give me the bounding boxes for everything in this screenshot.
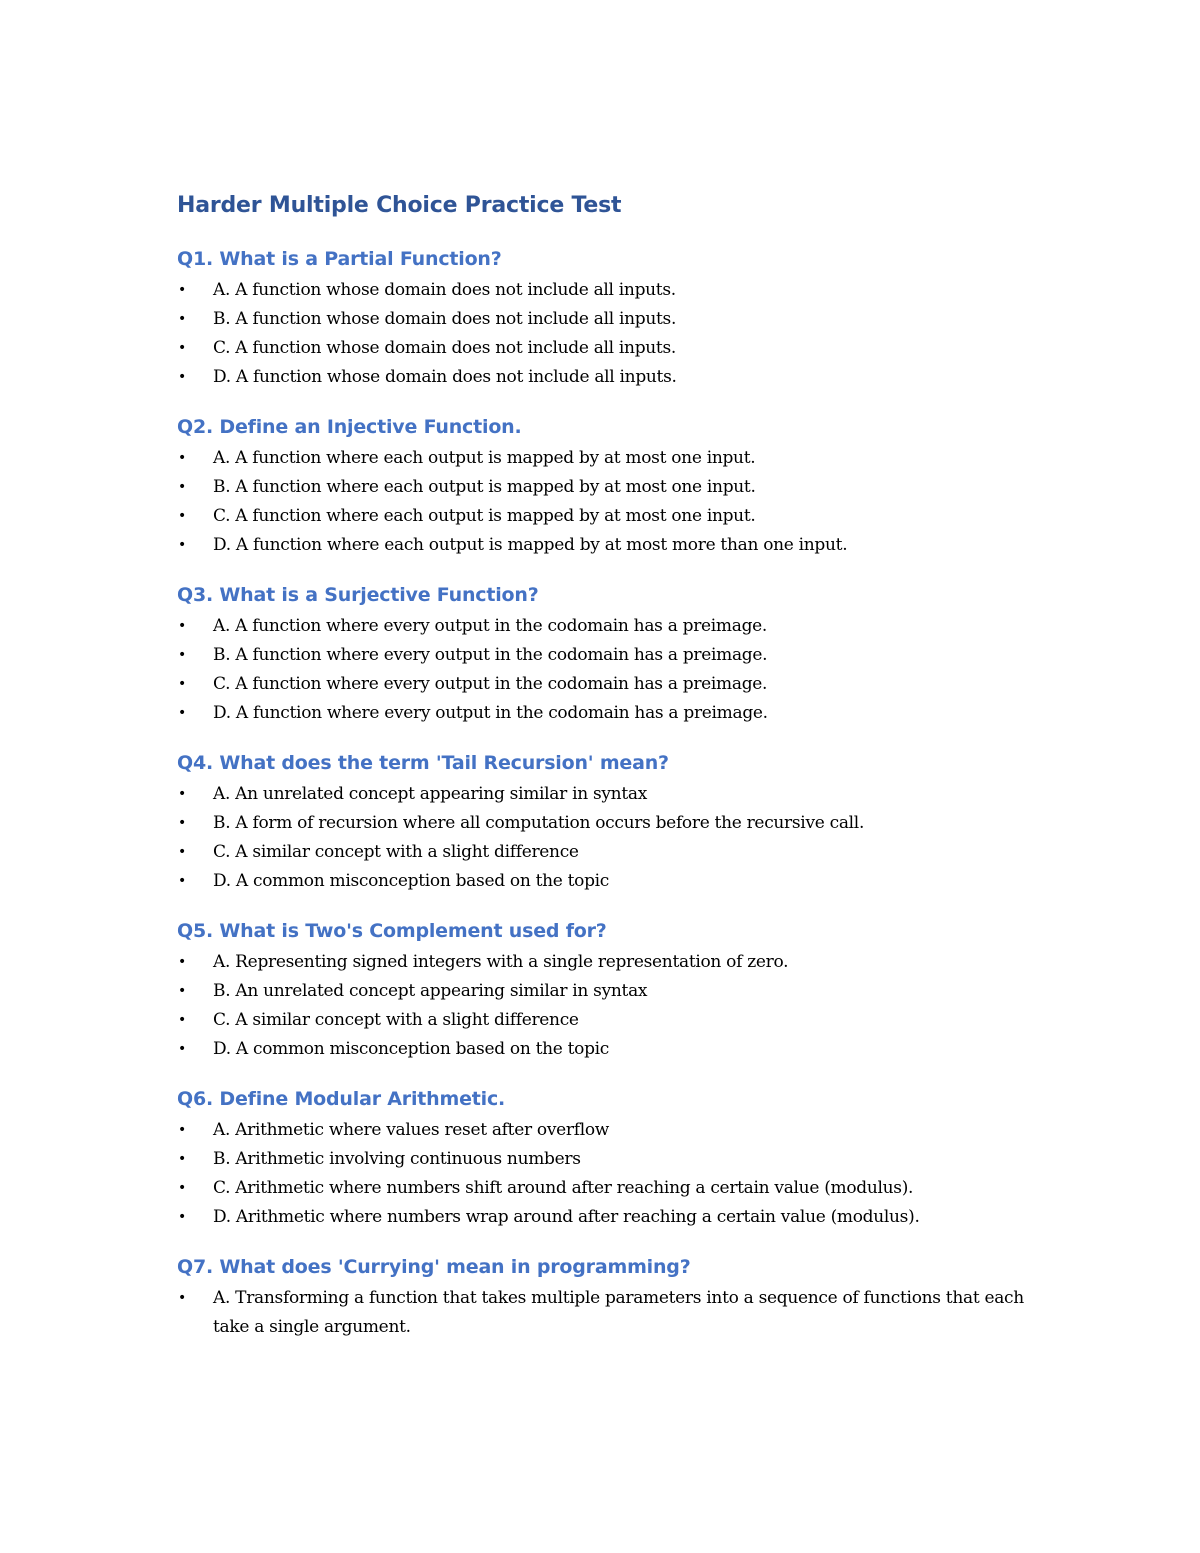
answer-option-text: A. Representing signed integers with a single representation of zero. bbox=[213, 952, 789, 972]
bullet-icon: • bbox=[178, 676, 186, 692]
question-heading: Q7. What does 'Currying' mean in programming? bbox=[177, 1256, 691, 1278]
answer-option-text: C. A similar concept with a slight difference bbox=[213, 842, 579, 862]
answer-option-text: A. A function whose domain does not include all inputs. bbox=[213, 280, 676, 300]
bullet-icon: • bbox=[178, 369, 186, 385]
question-heading: Q3. What is a Surjective Function? bbox=[177, 584, 539, 606]
bullet-icon: • bbox=[178, 786, 186, 802]
answer-option bbox=[177, 809, 1027, 838]
answer-option bbox=[177, 502, 1027, 531]
answer-option bbox=[177, 473, 1027, 502]
question-block bbox=[177, 746, 1027, 896]
answer-option bbox=[177, 699, 1027, 728]
bullet-icon: • bbox=[178, 1012, 186, 1028]
bullet-icon: • bbox=[178, 815, 186, 831]
question-heading: Q2. Define an Injective Function. bbox=[177, 416, 522, 438]
question-heading: Q1. What is a Partial Function? bbox=[177, 248, 502, 270]
question-heading: Q4. What does the term 'Tail Recursion' mean? bbox=[177, 752, 669, 774]
answer-option-text: C. A similar concept with a slight difference bbox=[213, 1010, 579, 1030]
bullet-icon: • bbox=[178, 1122, 186, 1138]
bullet-icon: • bbox=[178, 618, 186, 634]
bullet-icon: • bbox=[178, 1290, 186, 1306]
answer-option bbox=[177, 641, 1027, 670]
bullet-icon: • bbox=[178, 1180, 186, 1196]
answer-option bbox=[177, 670, 1027, 699]
answer-options bbox=[177, 780, 1027, 896]
bullet-icon: • bbox=[178, 1151, 186, 1167]
answer-option-text: A. A function where every output in the codomain has a preimage. bbox=[213, 616, 768, 636]
answer-option bbox=[177, 612, 1027, 641]
bullet-icon: • bbox=[178, 954, 186, 970]
answer-options bbox=[177, 612, 1027, 728]
bullet-icon: • bbox=[178, 873, 186, 889]
bullet-icon: • bbox=[178, 647, 186, 663]
answer-option-text: D. A common misconception based on the topic bbox=[213, 1039, 610, 1059]
answer-option bbox=[177, 1116, 1027, 1145]
answer-option-text: B. An unrelated concept appearing similar in syntax bbox=[213, 981, 648, 1001]
question-block bbox=[177, 410, 1027, 560]
answer-option-text: D. Arithmetic where numbers wrap around after reaching a certain value (modulus). bbox=[213, 1207, 920, 1227]
answer-option bbox=[177, 531, 1027, 560]
bullet-icon: • bbox=[178, 450, 186, 466]
answer-option bbox=[177, 444, 1027, 473]
bullet-icon: • bbox=[178, 479, 186, 495]
answer-option-text: B. A form of recursion where all computation occurs before the recursive call. bbox=[213, 813, 865, 833]
question-heading: Q6. Define Modular Arithmetic. bbox=[177, 1088, 506, 1110]
answer-option bbox=[177, 838, 1027, 867]
answer-option-text: C. Arithmetic where numbers shift around after reaching a certain value (modulus). bbox=[213, 1178, 914, 1198]
answer-options bbox=[177, 444, 1027, 560]
answer-option-text: A. An unrelated concept appearing similar in syntax bbox=[213, 784, 647, 804]
answer-options bbox=[177, 1116, 1027, 1232]
bullet-icon: • bbox=[178, 844, 186, 860]
answer-option bbox=[177, 1006, 1027, 1035]
answer-option-text: B. Arithmetic involving continuous numbers bbox=[213, 1149, 581, 1169]
answer-option bbox=[177, 1145, 1027, 1174]
answer-option-text: A. Arithmetic where values reset after overflow bbox=[213, 1120, 610, 1140]
bullet-icon: • bbox=[178, 282, 186, 298]
answer-option bbox=[177, 305, 1027, 334]
answer-option-text: A. Transforming a function that takes multiple parameters into a sequence of functions that each take a single argument. bbox=[213, 1288, 1024, 1337]
answer-option-text: C. A function where every output in the codomain has a preimage. bbox=[213, 674, 768, 694]
document-content bbox=[177, 188, 1027, 1342]
answer-option bbox=[177, 334, 1027, 363]
answer-option-text: C. A function whose domain does not include all inputs. bbox=[213, 338, 676, 358]
bullet-icon: • bbox=[178, 508, 186, 524]
answer-option bbox=[177, 1284, 1027, 1342]
question-block bbox=[177, 914, 1027, 1064]
answer-option bbox=[177, 948, 1027, 977]
answer-option bbox=[177, 780, 1027, 809]
answer-option-text: A. A function where each output is mapped by at most one input. bbox=[213, 448, 756, 468]
answer-option bbox=[177, 1174, 1027, 1203]
bullet-icon: • bbox=[178, 311, 186, 327]
answer-option bbox=[177, 1203, 1027, 1232]
answer-option bbox=[177, 276, 1027, 305]
answer-option bbox=[177, 977, 1027, 1006]
answer-option bbox=[177, 363, 1027, 392]
answer-option-text: D. A function whose domain does not include all inputs. bbox=[213, 367, 677, 387]
question-block bbox=[177, 242, 1027, 392]
question-heading: Q5. What is Two's Complement used for? bbox=[177, 920, 607, 942]
bullet-icon: • bbox=[178, 340, 186, 356]
question-block bbox=[177, 1250, 1027, 1342]
answer-option bbox=[177, 1035, 1027, 1064]
answer-option-text: D. A function where every output in the codomain has a preimage. bbox=[213, 703, 768, 723]
answer-option-text: B. A function where every output in the codomain has a preimage. bbox=[213, 645, 768, 665]
questions-list bbox=[177, 242, 1027, 1342]
answer-option-text: B. A function whose domain does not include all inputs. bbox=[213, 309, 677, 329]
answer-options bbox=[177, 948, 1027, 1064]
bullet-icon: • bbox=[178, 537, 186, 553]
answer-option-text: D. A common misconception based on the topic bbox=[213, 871, 610, 891]
document-title: Harder Multiple Choice Practice Test bbox=[177, 193, 622, 218]
question-block bbox=[177, 1082, 1027, 1232]
answer-options bbox=[177, 276, 1027, 392]
bullet-icon: • bbox=[178, 705, 186, 721]
answer-options bbox=[177, 1284, 1027, 1342]
bullet-icon: • bbox=[178, 1209, 186, 1225]
answer-option-text: D. A function where each output is mapped by at most more than one input. bbox=[213, 535, 848, 555]
bullet-icon: • bbox=[178, 1041, 186, 1057]
answer-option-text: B. A function where each output is mapped by at most one input. bbox=[213, 477, 756, 497]
answer-option bbox=[177, 867, 1027, 896]
answer-option-text: C. A function where each output is mapped by at most one input. bbox=[213, 506, 756, 526]
question-block bbox=[177, 578, 1027, 728]
bullet-icon: • bbox=[178, 983, 186, 999]
